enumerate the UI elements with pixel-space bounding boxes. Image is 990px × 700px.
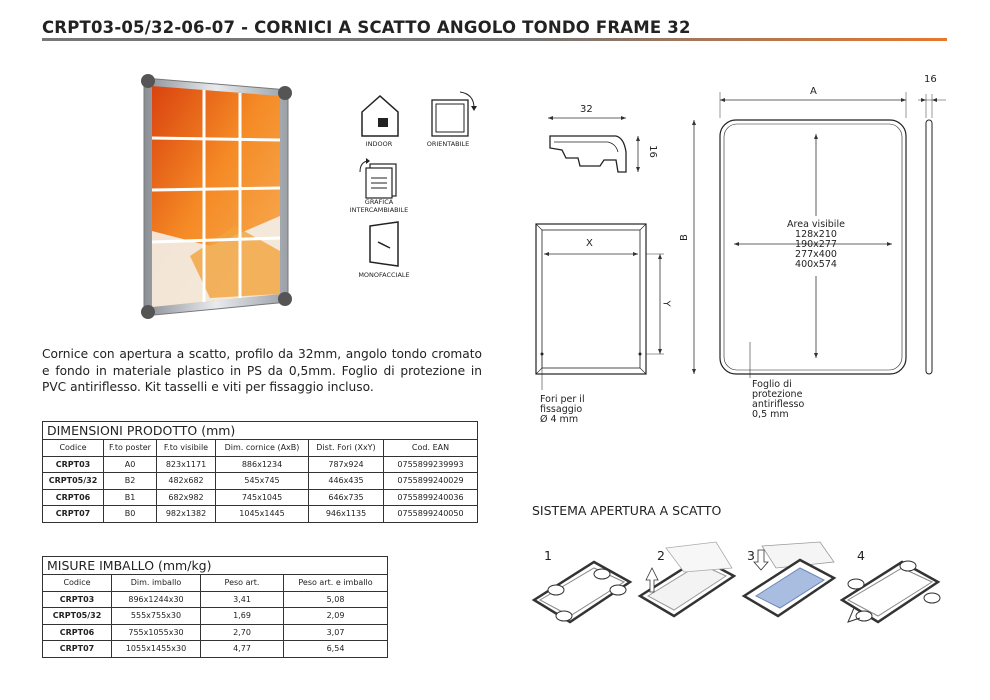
table-row	[43, 489, 478, 506]
pack-header: Dim. imballo	[112, 575, 201, 592]
dim-header: Dim. cornice (AxB)	[216, 440, 309, 457]
dim-cell: 886x1234	[216, 456, 309, 473]
grafica-label-line1: GRAFICA	[364, 198, 394, 206]
table-row	[43, 641, 388, 658]
pack-cell: 5,08	[284, 591, 388, 608]
step-4-illustration	[834, 552, 946, 632]
dim-header: Cod. EAN	[384, 440, 478, 457]
visible-area-size: 190x277	[795, 239, 837, 250]
pack-cell: 755x1055x30	[112, 624, 201, 641]
step-1-illustration	[526, 552, 638, 632]
dim-cell: 482x682	[157, 473, 216, 490]
dimensions-table	[42, 421, 478, 523]
protection-note-line: 0,5 mm	[752, 409, 789, 420]
dim-cell: CRPT03	[43, 456, 104, 473]
grafica-label	[334, 198, 424, 214]
indoor-label: INDOOR	[365, 140, 393, 148]
opening-system-title: SISTEMA APERTURA A SCATTO	[532, 503, 722, 518]
dim-cell: CRPT07	[43, 506, 104, 523]
pack-cell: CRPT07	[43, 641, 112, 658]
dim-cell: CRPT05/32	[43, 473, 104, 490]
pack-cell: 3,07	[284, 624, 388, 641]
dim-header: F.to visibile	[157, 440, 216, 457]
table-row	[43, 624, 388, 641]
pack-cell: 1055x1455x30	[112, 641, 201, 658]
visible-area-block	[766, 220, 866, 270]
dim-header: Codice	[43, 440, 104, 457]
protection-note	[752, 380, 804, 420]
pack-cell: 6,54	[284, 641, 388, 658]
dim-cell: 646x735	[309, 489, 384, 506]
pack-header: Peso art.	[201, 575, 284, 592]
frame-y-label: Y	[660, 300, 672, 307]
table-row	[43, 473, 478, 490]
step-3-illustration	[738, 540, 838, 632]
protection-note-line: Foglio di	[752, 379, 792, 390]
table-row	[43, 506, 478, 523]
step-number: 3	[747, 548, 755, 563]
pack-cell: CRPT03	[43, 591, 112, 608]
frame-x-label: X	[586, 238, 593, 249]
step-number: 1	[544, 548, 552, 563]
dim-cell: 946x1135	[309, 506, 384, 523]
page-title: CRPT03-05/32-06-07 - CORNICI A SCATTO ANGOLO TONDO FRAME 32	[42, 18, 691, 37]
grafica-label-line2: INTERCAMBIABILE	[349, 206, 409, 214]
pack-cell: 3,41	[201, 591, 284, 608]
dim-cell: B0	[104, 506, 157, 523]
dim-cell: B2	[104, 473, 157, 490]
profile-width-label: 32	[580, 104, 593, 115]
pack-cell: 4,77	[201, 641, 284, 658]
holes-note-line: Fori per il	[540, 394, 585, 405]
holes-note-line: fissaggio	[540, 404, 583, 415]
dimensions-table-caption: DIMENSIONI PRODOTTO (mm)	[43, 422, 478, 440]
visible-area-title: Area visibile	[787, 219, 845, 230]
pack-cell: 2,09	[284, 608, 388, 625]
monofacciale-label: MONOFACCIALE	[358, 271, 410, 279]
dim-cell: 982x1382	[157, 506, 216, 523]
product-photo	[130, 66, 300, 326]
visible-area-size: 277x400	[795, 249, 837, 260]
dim-header: Dist. Fori (XxY)	[309, 440, 384, 457]
dim-cell: 0755899240050	[384, 506, 478, 523]
dim-cell: 823x1171	[157, 456, 216, 473]
dim-cell: 0755899240029	[384, 473, 478, 490]
title-divider	[42, 38, 947, 41]
packaging-table	[42, 556, 388, 658]
pack-cell: 2,70	[201, 624, 284, 641]
frame-xy-drawing	[528, 220, 678, 390]
visible-area-size: 128x210	[795, 229, 837, 240]
table-row	[43, 456, 478, 473]
dim-cell: 1045x1445	[216, 506, 309, 523]
visible-area-size: 400x574	[795, 259, 837, 270]
orientabile-label: ORIENTABILE	[426, 140, 470, 148]
dim-cell: A0	[104, 456, 157, 473]
pack-cell: 1,69	[201, 608, 284, 625]
step-number: 4	[857, 548, 865, 563]
profile-height-label: 16	[646, 145, 658, 158]
dim-cell: 446x435	[309, 473, 384, 490]
pack-cell: 555x755x30	[112, 608, 201, 625]
dim-cell: 682x982	[157, 489, 216, 506]
dim-cell: 545x745	[216, 473, 309, 490]
dim-cell: CRPT06	[43, 489, 104, 506]
packaging-table-caption: MISURE IMBALLO (mm/kg)	[43, 557, 388, 575]
pack-cell: CRPT06	[43, 624, 112, 641]
holes-note	[540, 395, 585, 425]
dim-cell: 0755899240036	[384, 489, 478, 506]
protection-note-line: protezione	[752, 389, 803, 400]
indoor-icon	[358, 92, 402, 140]
dim-cell: 787x924	[309, 456, 384, 473]
product-description: Cornice con apertura a scatto, profilo da 32mm, angolo tondo cromato e fondo in materiale plastico in PS da 0,5mm. Foglio di protezione in PVC antiriflesso. Kit tasselli e viti per fissaggio incluso.	[42, 347, 482, 394]
dim-cell: 745x1045	[216, 489, 309, 506]
holes-note-line: Ø 4 mm	[540, 414, 579, 425]
pack-header: Peso art. e imballo	[284, 575, 388, 592]
frame-a-label: A	[810, 86, 817, 97]
protection-note-line: antiriflesso	[752, 399, 805, 410]
pack-cell: 896x1244x30	[112, 591, 201, 608]
table-row	[43, 591, 388, 608]
frame-b-label: B	[678, 234, 690, 241]
dim-cell: B1	[104, 489, 157, 506]
dim-cell: 0755899239993	[384, 456, 478, 473]
table-row	[43, 608, 388, 625]
monofacciale-icon	[362, 220, 406, 270]
orientabile-icon	[428, 88, 480, 140]
step-2-illustration	[636, 540, 736, 632]
pack-header: Codice	[43, 575, 112, 592]
grafica-icon	[356, 156, 402, 200]
step-number: 2	[657, 548, 665, 563]
dim-header: F.to poster	[104, 440, 157, 457]
pack-cell: CRPT05/32	[43, 608, 112, 625]
frame-depth-label: 16	[924, 74, 937, 85]
